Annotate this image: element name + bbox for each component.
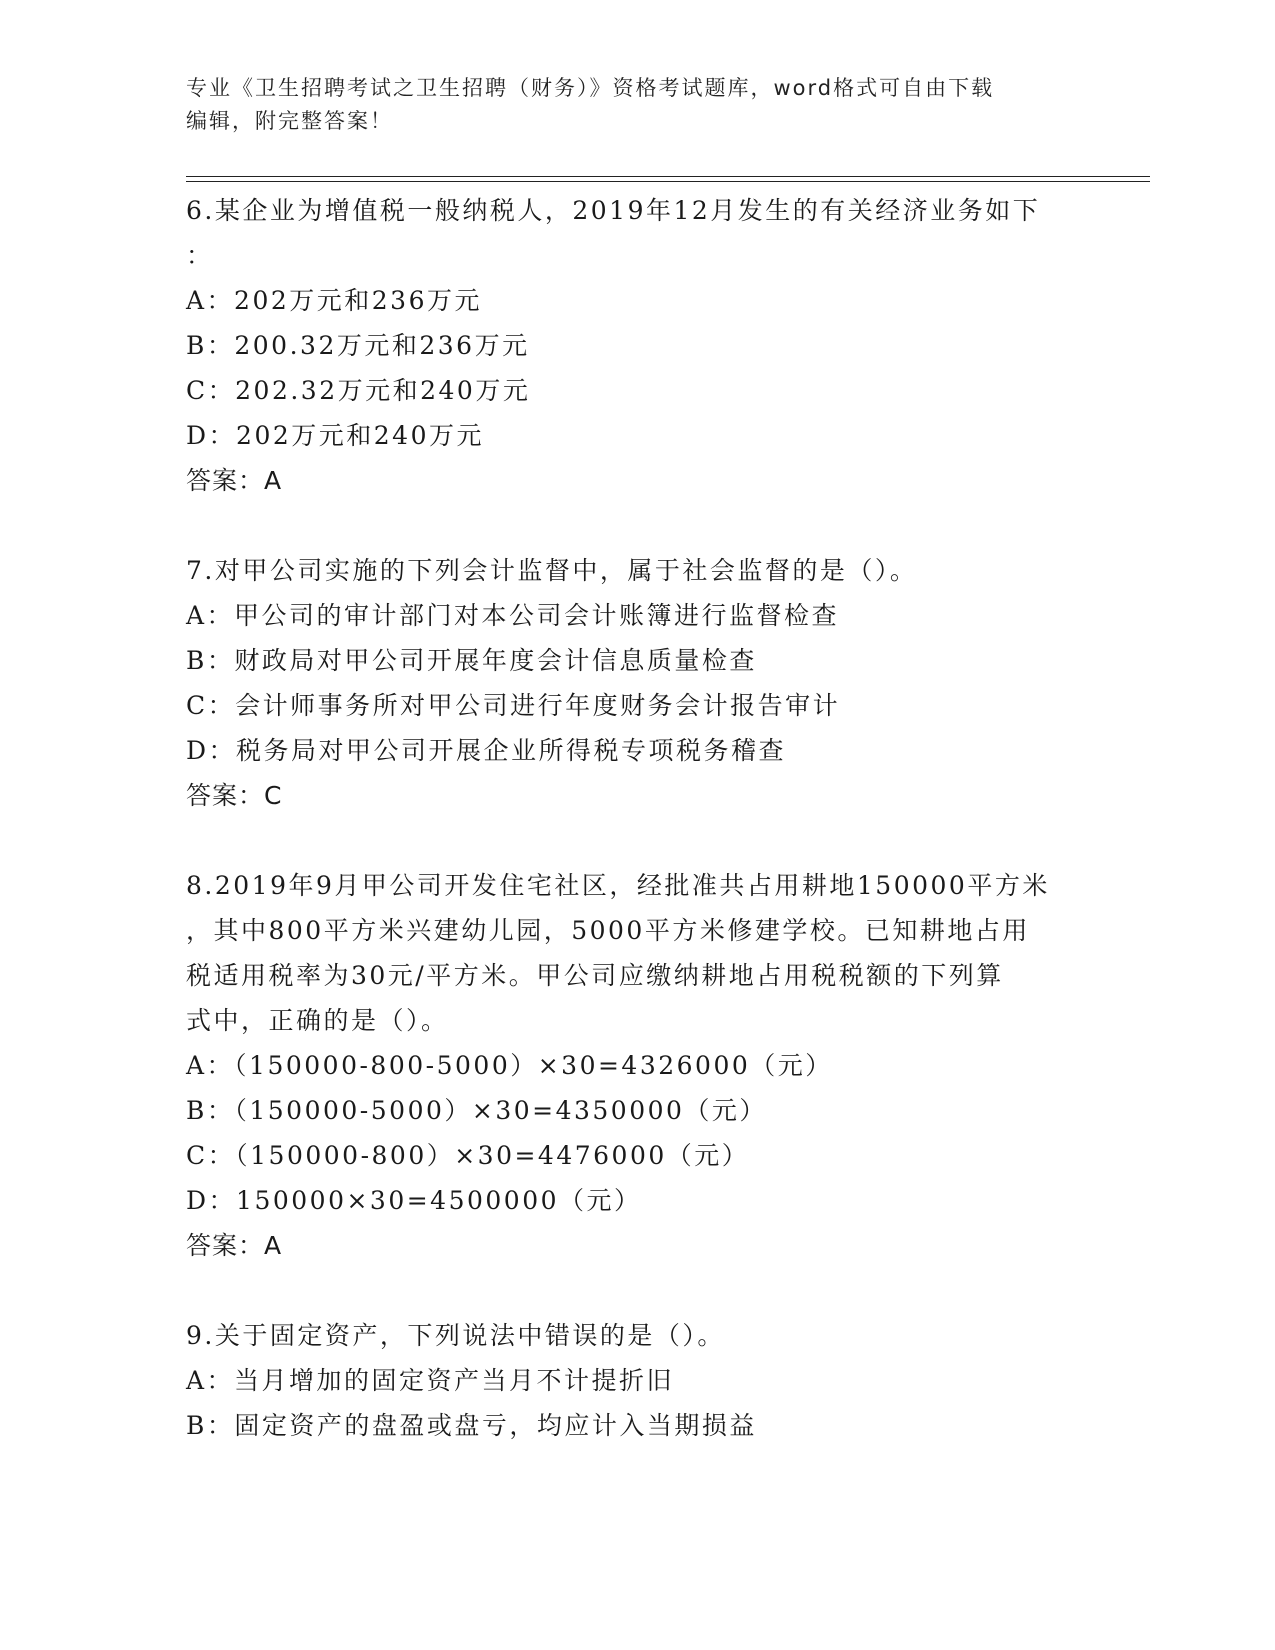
option-d: D：税务局对甲公司开展企业所得税专项税务稽查 xyxy=(186,736,787,765)
spacer xyxy=(186,1268,1086,1313)
question-stem-line: 税适用税率为30元/平方米。甲公司应缴纳耕地占用税税额的下列算 xyxy=(186,961,1004,990)
question-stem-line: 式中，正确的是（）。 xyxy=(186,1006,449,1035)
option-a: A：甲公司的审计部门对本公司会计账簿进行监督检查 xyxy=(186,601,840,630)
answer-line: 答案：A xyxy=(186,466,283,495)
option-a: A：当月增加的固定资产当月不计提折旧 xyxy=(186,1366,675,1395)
option-c: C：202.32万元和240万元 xyxy=(186,376,531,405)
header-divider-top xyxy=(186,176,1150,177)
question-9 xyxy=(186,1313,1086,1448)
question-8 xyxy=(186,863,1086,1268)
option-c: C：会计师事务所对甲公司进行年度财务会计报告审计 xyxy=(186,691,841,720)
header-line-1: 专业《卫生招聘考试之卫生招聘（财务）》资格考试题库，word格式可自由下载 xyxy=(186,76,995,100)
option-a: A：202万元和236万元 xyxy=(186,286,482,315)
question-stem-line: 9.关于固定资产，下列说法中错误的是（）。 xyxy=(186,1321,725,1350)
answer-line: 答案：A xyxy=(186,1231,283,1260)
option-d: D：202万元和240万元 xyxy=(186,421,484,450)
question-stem-line: ： xyxy=(186,241,214,270)
option-a: A：（150000-800-5000）×30=4326000（元） xyxy=(186,1051,833,1080)
option-b: B：固定资产的盘盈或盘亏，均应计入当期损益 xyxy=(186,1411,757,1440)
option-b: B：财政局对甲公司开展年度会计信息质量检查 xyxy=(186,646,757,675)
question-6 xyxy=(186,188,1086,503)
question-stem-line: 7.对甲公司实施的下列会计监督中，属于社会监督的是（）。 xyxy=(186,556,918,585)
question-list xyxy=(186,188,1086,1448)
document-header xyxy=(186,72,1066,138)
spacer xyxy=(186,818,1086,863)
option-c: C：（150000-800）×30=4476000（元） xyxy=(186,1141,750,1170)
option-b: B：（150000-5000）×30=4350000（元） xyxy=(186,1096,767,1125)
answer-line: 答案：C xyxy=(186,781,283,810)
option-d: D：150000×30=4500000（元） xyxy=(186,1186,642,1215)
header-divider-bottom xyxy=(186,181,1150,182)
question-7 xyxy=(186,548,1086,818)
question-stem-line: 8.2019年9月甲公司开发住宅社区，经批准共占用耕地150000平方米 xyxy=(186,871,1050,900)
question-stem-line: ，其中800平方米兴建幼儿园，5000平方米修建学校。已知耕地占用 xyxy=(186,916,1030,945)
header-line-2: 编辑，附完整答案！ xyxy=(186,109,393,133)
option-b: B：200.32万元和236万元 xyxy=(186,331,530,360)
spacer xyxy=(186,503,1086,548)
question-stem-line: 6.某企业为增值税一般纳税人，2019年12月发生的有关经济业务如下 xyxy=(186,196,1041,225)
